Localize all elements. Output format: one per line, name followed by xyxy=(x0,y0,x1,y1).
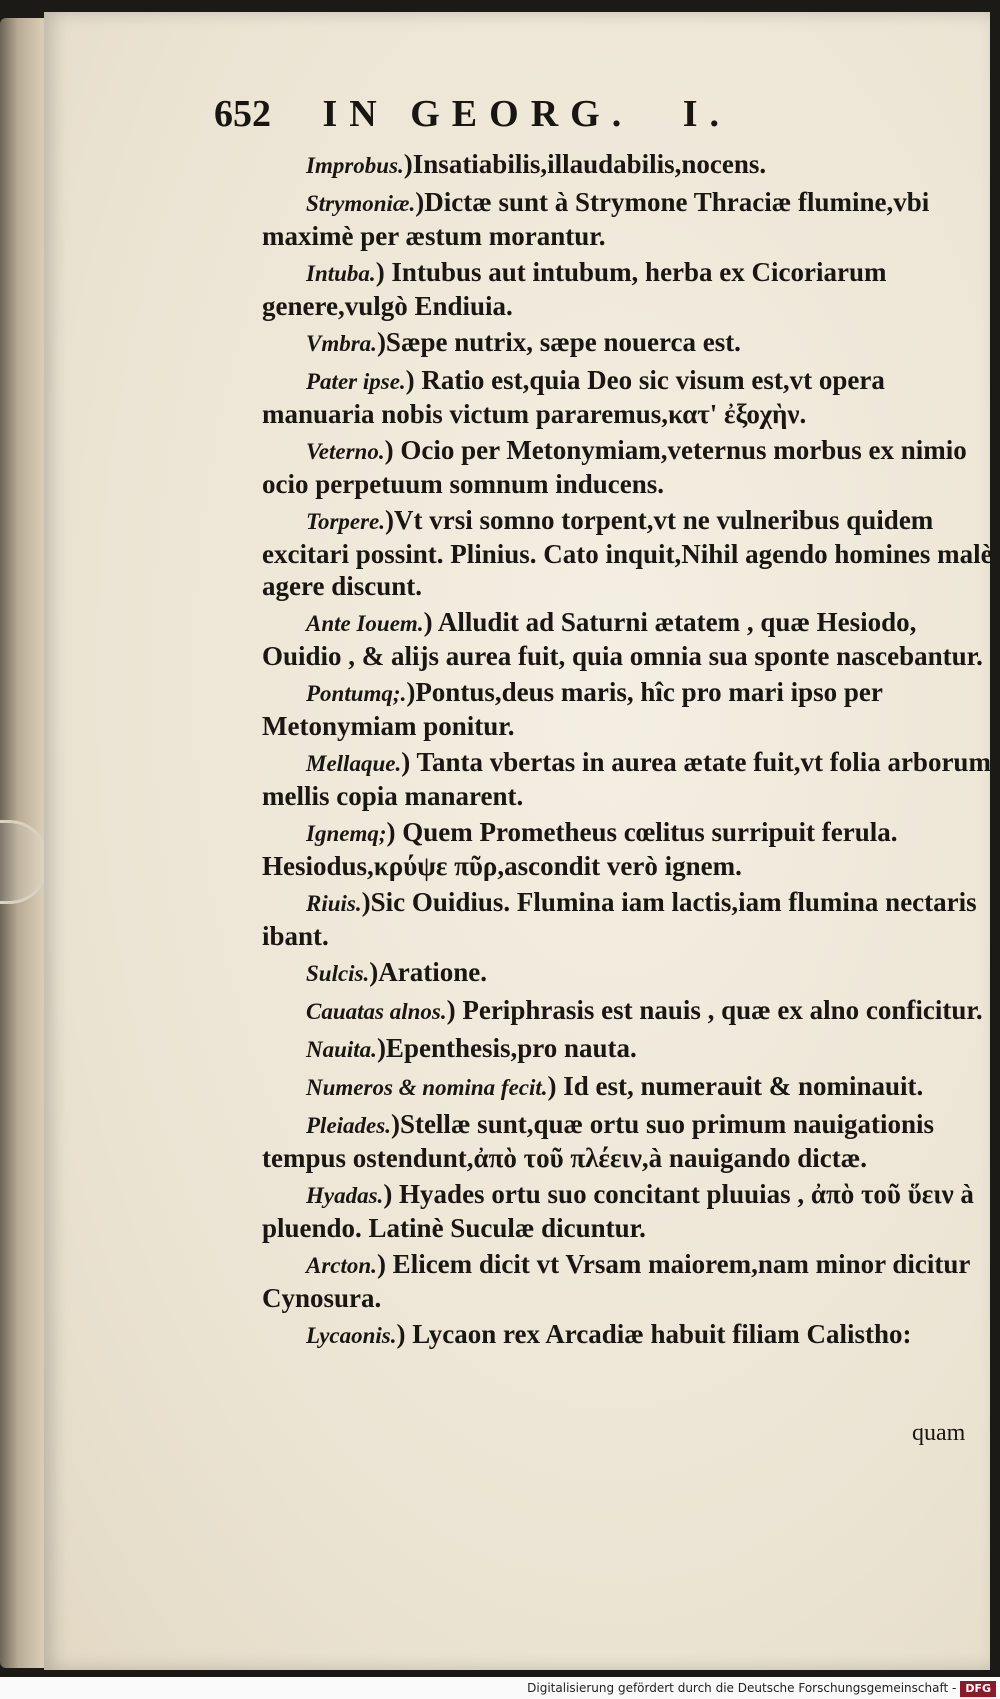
entry xyxy=(262,994,1000,1028)
entry xyxy=(262,148,1000,182)
entry-lemma: Pater ipse. xyxy=(306,369,406,394)
digitization-footer xyxy=(0,1677,1000,1699)
entry-gloss: ) Lycaon rex Arcadiæ habuit filiam Calistho: xyxy=(396,1319,912,1349)
entry-gloss: ) Hyades ortu suo concitant pluuias , ἀπὸ τοῦ ὕειν à pluendo. Latinè Suculæ dicuntur. xyxy=(262,1179,974,1243)
entry xyxy=(262,364,1000,430)
entry-lemma: Cauatas alnos. xyxy=(306,999,447,1024)
entry-gloss: ) Intubus aut intubum, herba ex Cicoriarum genere,vulgò Endiuia. xyxy=(262,257,887,321)
entry-gloss: )Sic Ouidius. Flumina iam lactis,iam flumina nectaris ibant. xyxy=(262,887,977,951)
entry-gloss: )Aratione. xyxy=(369,957,487,987)
entry xyxy=(262,1178,1000,1244)
entry-gloss: ) Tanta vbertas in aurea ætate fuit,vt folia arborum mellis copia manarent. xyxy=(262,747,991,811)
entry-gloss: ) Ratio est,quia Deo sic visum est,vt opera manuaria nobis victum pararemus,κατ' ἐξοχὴν. xyxy=(262,365,885,429)
book-number: I. xyxy=(682,93,731,135)
entry xyxy=(262,326,1000,360)
entry-gloss: ) Elicem dicit vt Vrsam maiorem,nam minor dicitur Cynosura. xyxy=(262,1249,970,1313)
entry xyxy=(262,1032,1000,1066)
dfg-logo: DFG xyxy=(960,1681,996,1697)
entry-lemma: Mellaque. xyxy=(306,751,402,776)
entry-gloss: )Insatiabilis,illaudabilis,nocens. xyxy=(403,149,767,179)
running-title: IN GEORG. xyxy=(322,93,634,135)
entry-lemma: Vmbra. xyxy=(306,331,377,356)
entry-lemma: Intuba. xyxy=(306,261,376,286)
entry xyxy=(262,256,1000,322)
entry xyxy=(262,434,1000,500)
entry-lemma: Ignemq; xyxy=(306,821,387,846)
entry-gloss: )Epenthesis,pro nauta. xyxy=(376,1033,637,1063)
entry xyxy=(262,816,1000,882)
entry-gloss: )Pontus,deus maris, hîc pro mari ipso per Metonymiam ponitur. xyxy=(262,677,883,741)
catchword: quam xyxy=(912,1420,966,1446)
entry-lemma: Pleiades. xyxy=(306,1113,391,1138)
entry xyxy=(262,886,1000,952)
commentary-entries xyxy=(262,148,1000,1356)
entry-lemma: Improbus. xyxy=(306,153,404,178)
entry xyxy=(262,504,1000,602)
entry-lemma: Arcton. xyxy=(306,1253,377,1278)
entry-lemma: Lycaonis. xyxy=(306,1323,397,1348)
entry xyxy=(262,1248,1000,1314)
entry-gloss: )Stellæ sunt,quæ ortu suo primum nauigationis tempus ostendunt,ἀπὸ τοῦ πλέειν,à nauigando dictæ. xyxy=(262,1109,935,1173)
entry-lemma: Strymoniæ. xyxy=(306,191,416,216)
entry-gloss: ) Periphrasis est nauis , quæ ex alno conficitur. xyxy=(446,995,983,1025)
entry xyxy=(262,676,1000,742)
entry-gloss: )Dictæ sunt à Strymone Thraciæ flumine,vbi maximè per æstum morantur. xyxy=(262,187,930,251)
entry-gloss: )Sæpe nutrix, sæpe nouerca est. xyxy=(376,327,741,357)
entry xyxy=(262,1318,1000,1352)
entry xyxy=(262,606,1000,672)
entry-lemma: Hyadas. xyxy=(306,1183,384,1208)
page-header xyxy=(214,92,994,136)
entry-lemma: Numeros & nomina fecit. xyxy=(306,1075,548,1100)
entry-lemma: Pontumq;. xyxy=(306,681,407,706)
entry xyxy=(262,186,1000,252)
entry xyxy=(262,1070,1000,1104)
entry-gloss: ) Quem Prometheus cœlitus surripuit ferula. Hesiodus,κρύψε πῦρ,ascondit verò ignem. xyxy=(262,817,898,881)
entry-lemma: Torpere. xyxy=(306,509,386,534)
entry xyxy=(262,746,1000,812)
entry xyxy=(262,956,1000,990)
entry-lemma: Riuis. xyxy=(306,891,362,916)
entry-lemma: Sulcis. xyxy=(306,961,370,986)
entry-lemma: Nauita. xyxy=(306,1037,377,1062)
entry-lemma: Ante Iouem. xyxy=(306,611,424,636)
entry-gloss: ) Ocio per Metonymiam,veternus morbus ex nimio ocio perpetuum somnum inducens. xyxy=(262,435,967,499)
page-number: 652 xyxy=(214,93,271,135)
entry-gloss: )Vt vrsi somno torpent,vt ne vulneribus quidem excitari possint. Plinius. Cato inquit,Nihil agendo homines malè agere discunt. xyxy=(262,505,993,601)
footer-credit: Digitalisierung gefördert durch die Deutsche Forschungsgemeinschaft - xyxy=(527,1681,957,1695)
entry-gloss: ) Id est, numerauit & nominauit. xyxy=(547,1071,924,1101)
entry-lemma: Veterno. xyxy=(306,439,385,464)
entry xyxy=(262,1108,1000,1174)
entry-gloss: ) Alludit ad Saturni ætatem , quæ Hesiodo, Ouidio , & alijs aurea fuit, quia omnia sua sponte nascebantur. xyxy=(262,607,983,671)
